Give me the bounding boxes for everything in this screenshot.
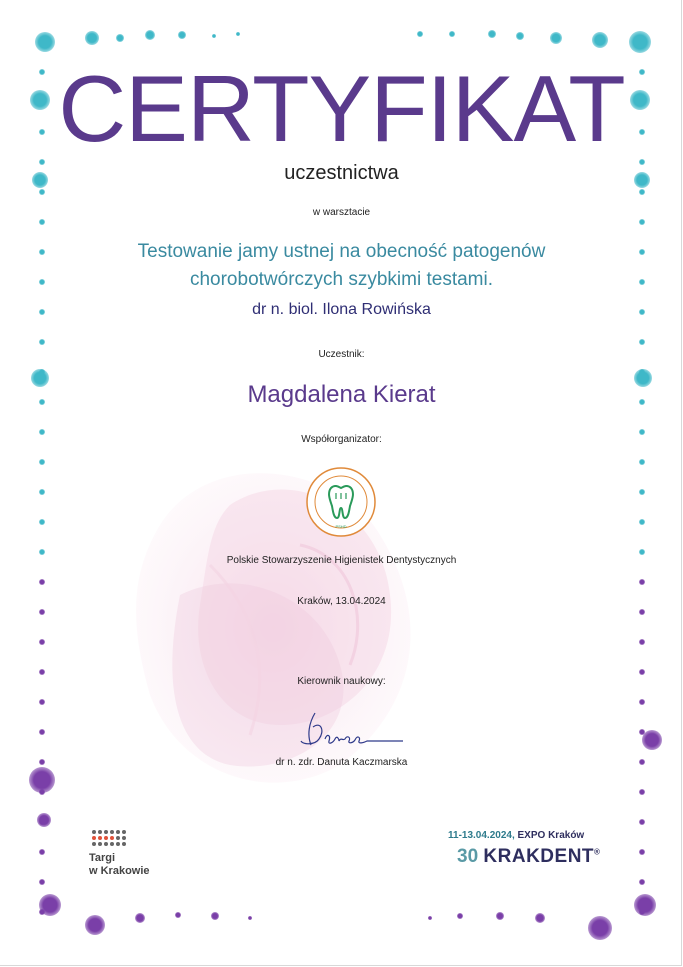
targi-logo-dot	[104, 836, 108, 840]
decorative-dot	[535, 913, 545, 923]
targi-logo-dot	[98, 836, 102, 840]
decorative-dot	[145, 30, 155, 40]
scientific-head-name: dr n. zdr. Danuta Kaczmarska	[275, 757, 408, 768]
targi-logo-dot	[98, 842, 102, 846]
decorative-dot	[457, 913, 463, 919]
targi-logo-dot	[110, 836, 114, 840]
decorative-dot	[639, 789, 645, 795]
lecturer-name: dr n. biol. Ilona Rowińska	[252, 301, 431, 318]
decorative-dot	[428, 916, 432, 920]
svg-text:PSHD: PSHD	[335, 524, 347, 529]
decorative-dot	[29, 767, 55, 793]
expo-dates	[448, 830, 584, 841]
decorative-dot	[639, 189, 645, 195]
targi-logo-dot	[104, 830, 108, 834]
targi-logo-dot	[116, 842, 120, 846]
decorative-dot	[248, 916, 252, 920]
decorative-dot	[211, 912, 219, 920]
coorganizer-label: Współorganizator:	[301, 434, 382, 445]
place-date: Kraków, 13.04.2024	[297, 596, 386, 607]
decorative-dot	[639, 699, 645, 705]
decorative-dot	[212, 34, 216, 38]
participant-label: Uczestnik:	[318, 349, 365, 360]
decorative-dot	[516, 32, 524, 40]
certificate-subtitle: uczestnictwa	[284, 162, 399, 184]
handwritten-signature	[295, 705, 405, 753]
decorative-dot	[85, 31, 99, 45]
decorative-dot	[639, 219, 645, 225]
targi-logo-dot	[116, 836, 120, 840]
targi-logo-dot	[122, 836, 126, 840]
decorative-dot	[639, 609, 645, 615]
decorative-dot	[39, 879, 45, 885]
expo-number: 30	[457, 846, 479, 867]
decorative-dot	[639, 459, 645, 465]
decorative-dot	[642, 730, 662, 750]
decorative-dot	[639, 339, 645, 345]
targi-logo-dot	[122, 842, 126, 846]
expo-brand: KRAKDENT	[483, 846, 595, 867]
targi-logo-dot	[110, 842, 114, 846]
decorative-dot	[39, 849, 45, 855]
workshop-intro: w warsztacie	[312, 207, 371, 218]
decorative-dot	[417, 31, 423, 37]
decorative-dot	[39, 729, 45, 735]
decorative-dot	[588, 916, 612, 940]
decorative-dot	[85, 915, 105, 935]
targi-logo-dot	[92, 830, 96, 834]
decorative-dot	[449, 31, 455, 37]
decorative-dot	[488, 30, 496, 38]
targi-logo-dot	[122, 830, 126, 834]
targi-line2: w Krakowie	[89, 865, 150, 877]
certificate-title: CERTYFIKAT	[58, 56, 625, 161]
decorative-dot	[39, 579, 45, 585]
decorative-dot	[39, 339, 45, 345]
workshop-topic-line1: Testowanie jamy ustnej na obecność patogenów	[137, 241, 546, 262]
expo-date-text: 11-13.04.2024,	[448, 830, 515, 841]
targi-logo-text	[89, 852, 150, 878]
decorative-dot	[35, 32, 55, 52]
decorative-dot	[39, 189, 45, 195]
decorative-dot	[39, 894, 61, 916]
targi-logo-dot	[104, 842, 108, 846]
decorative-dot	[629, 31, 651, 53]
decorative-dot	[39, 699, 45, 705]
decorative-dot	[39, 669, 45, 675]
targi-logo-dot	[92, 842, 96, 846]
tooth-seal-logo	[305, 466, 377, 538]
decorative-dot	[39, 459, 45, 465]
decorative-dot	[639, 879, 645, 885]
targi-logo-dot	[92, 836, 96, 840]
decorative-dot	[236, 32, 240, 36]
targi-logo-dot	[110, 830, 114, 834]
targi-logo-dot	[98, 830, 102, 834]
expo-place: EXPO Kraków	[517, 830, 585, 841]
decorative-dot	[37, 813, 51, 827]
decorative-dot	[639, 639, 645, 645]
decorative-dot	[39, 639, 45, 645]
decorative-dot	[116, 34, 124, 42]
decorative-dot	[496, 912, 504, 920]
decorative-dot	[639, 669, 645, 675]
decorative-dot	[550, 32, 562, 44]
decorative-dot	[39, 219, 45, 225]
decorative-dot	[592, 32, 608, 48]
decorative-dot	[39, 609, 45, 615]
decorative-dot	[634, 894, 656, 916]
decorative-dot	[639, 819, 645, 825]
decorative-dot	[135, 913, 145, 923]
workshop-topic-line2: chorobotwórczych szybkimi testami.	[189, 269, 494, 290]
decorative-dot	[178, 31, 186, 39]
workshop-topic	[0, 238, 683, 294]
decorative-dot	[175, 912, 181, 918]
scientific-head-label: Kierownik naukowy:	[297, 676, 386, 687]
participant-name: Magdalena Kierat	[247, 381, 436, 408]
krakdent-logo	[457, 846, 600, 868]
decorative-dot	[39, 489, 45, 495]
coorganizer-name: Polskie Stowarzyszenie Higienistek Dentystycznych	[226, 555, 457, 566]
registered-mark: ®	[594, 847, 600, 857]
decorative-dot	[639, 519, 645, 525]
decorative-dot	[639, 579, 645, 585]
targi-logo-dot	[116, 830, 120, 834]
decorative-dot	[639, 489, 645, 495]
decorative-dot	[39, 519, 45, 525]
targi-line1: Targi	[89, 852, 116, 864]
decorative-dot	[639, 849, 645, 855]
